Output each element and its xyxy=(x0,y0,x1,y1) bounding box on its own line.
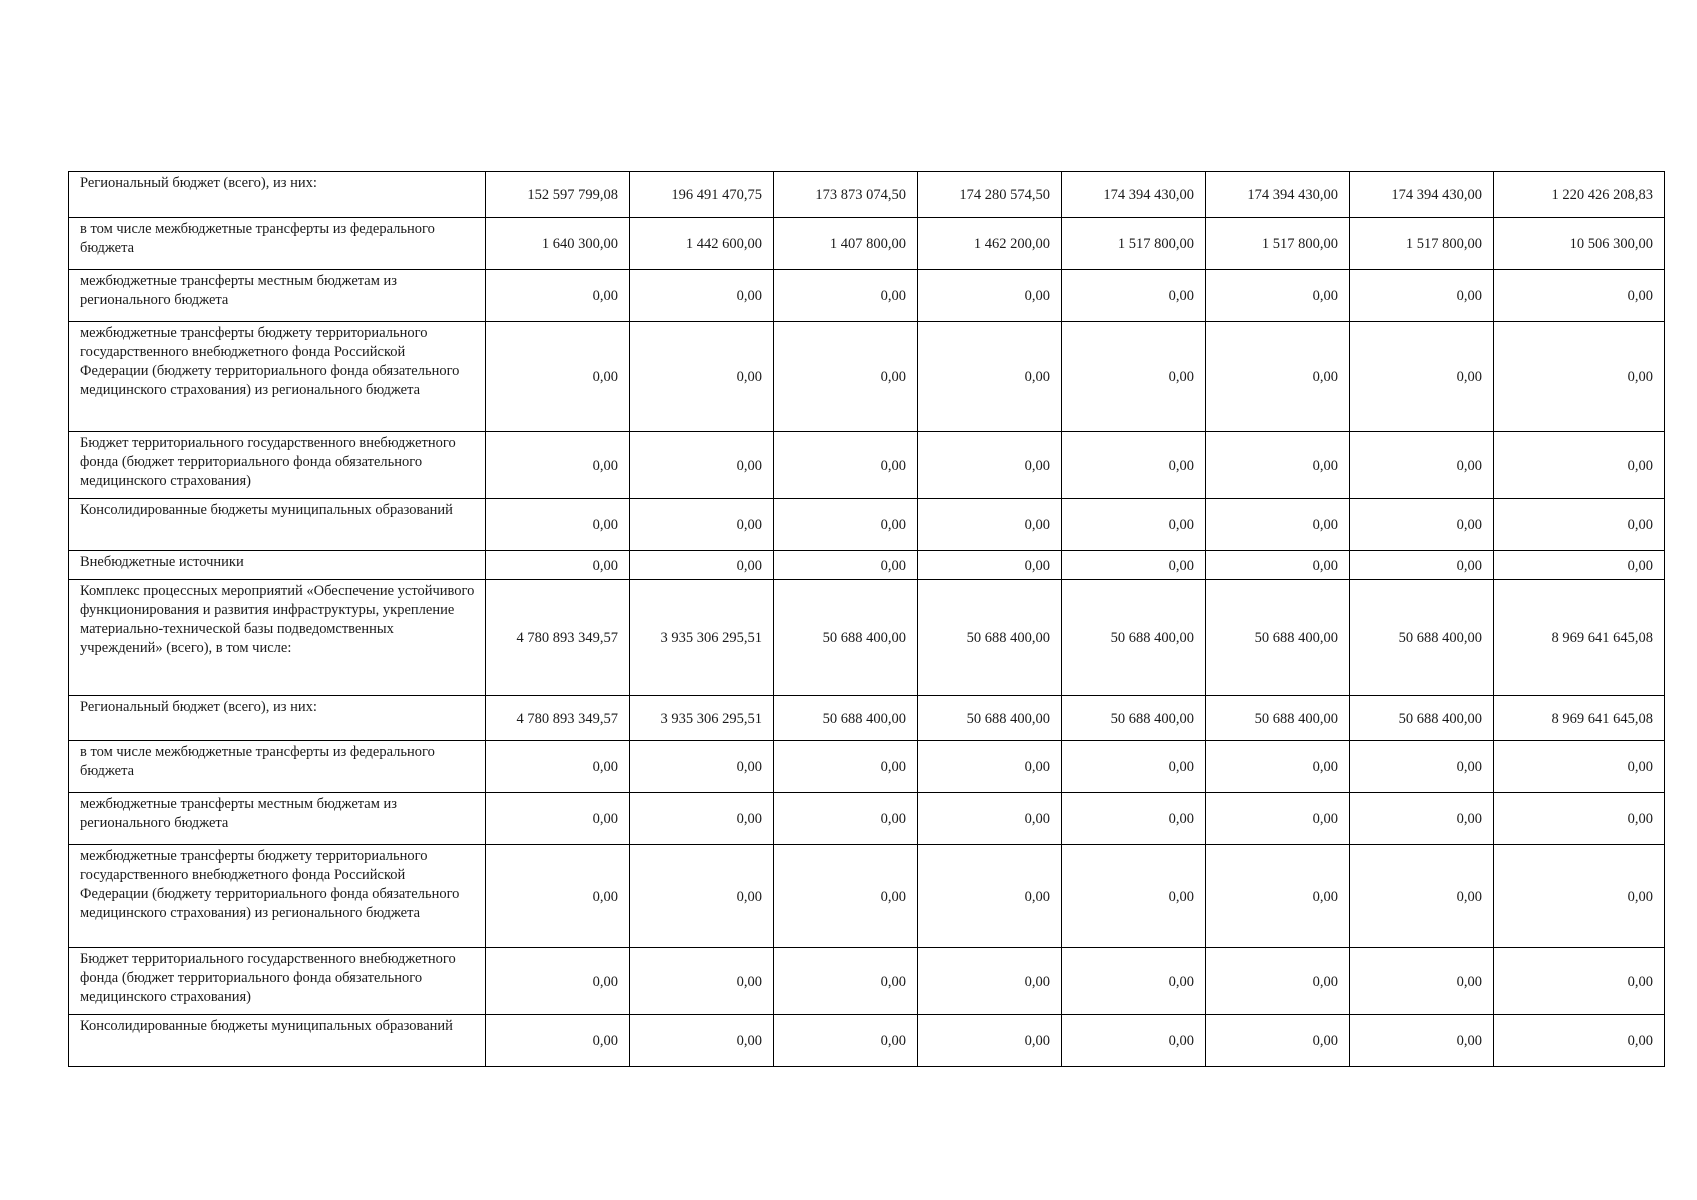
budget-table-body xyxy=(69,172,1665,1067)
value-cell: 0,00 xyxy=(486,1015,630,1067)
value-cell: 0,00 xyxy=(1494,432,1665,499)
value-cell: 0,00 xyxy=(630,499,774,551)
value-cell: 0,00 xyxy=(1062,432,1206,499)
value-cell: 0,00 xyxy=(1494,948,1665,1015)
value-cell: 1 517 800,00 xyxy=(1206,218,1350,270)
value-cell: 0,00 xyxy=(918,845,1062,948)
value-cell: 0,00 xyxy=(1206,499,1350,551)
table-row xyxy=(69,270,1665,322)
value-cell: 50 688 400,00 xyxy=(1350,580,1494,696)
value-cell: 0,00 xyxy=(1494,1015,1665,1067)
value-cell: 0,00 xyxy=(1206,322,1350,432)
value-cell: 0,00 xyxy=(1350,499,1494,551)
value-cell: 0,00 xyxy=(774,551,918,580)
value-cell: 0,00 xyxy=(1062,1015,1206,1067)
value-cell: 0,00 xyxy=(1062,322,1206,432)
value-cell: 0,00 xyxy=(1206,1015,1350,1067)
value-cell: 0,00 xyxy=(774,741,918,793)
value-cell: 0,00 xyxy=(1206,551,1350,580)
value-cell: 0,00 xyxy=(630,551,774,580)
value-cell: 0,00 xyxy=(486,551,630,580)
value-cell: 0,00 xyxy=(1062,845,1206,948)
value-cell: 50 688 400,00 xyxy=(774,696,918,741)
value-cell: 0,00 xyxy=(1062,948,1206,1015)
value-cell: 0,00 xyxy=(1350,1015,1494,1067)
row-label: в том числе межбюджетные трансферты из федерального бюджета xyxy=(69,218,486,270)
row-label: Региональный бюджет (всего), из них: xyxy=(69,172,486,218)
value-cell: 0,00 xyxy=(1350,322,1494,432)
row-label: в том числе межбюджетные трансферты из федерального бюджета xyxy=(69,741,486,793)
value-cell: 0,00 xyxy=(1350,793,1494,845)
row-label: Бюджет территориального государственного внебюджетного фонда (бюджет территориального фонда обязательного медицинского страхования) xyxy=(69,432,486,499)
value-cell: 0,00 xyxy=(486,432,630,499)
value-cell: 0,00 xyxy=(918,1015,1062,1067)
value-cell: 0,00 xyxy=(1206,432,1350,499)
value-cell: 0,00 xyxy=(486,948,630,1015)
value-cell: 0,00 xyxy=(486,741,630,793)
value-cell: 0,00 xyxy=(1494,270,1665,322)
value-cell: 0,00 xyxy=(1350,270,1494,322)
row-label: межбюджетные трансферты бюджету территориального государственного внебюджетного фонда Российской Федерации (бюджету территориального фонда обязательного медицинского страхования) из регионального бюджета xyxy=(69,845,486,948)
value-cell: 0,00 xyxy=(630,793,774,845)
table-row xyxy=(69,322,1665,432)
value-cell: 1 640 300,00 xyxy=(486,218,630,270)
value-cell: 0,00 xyxy=(774,432,918,499)
value-cell: 8 969 641 645,08 xyxy=(1494,696,1665,741)
value-cell: 0,00 xyxy=(486,845,630,948)
value-cell: 0,00 xyxy=(774,948,918,1015)
table-row xyxy=(69,741,1665,793)
value-cell: 0,00 xyxy=(1350,551,1494,580)
row-label: Консолидированные бюджеты муниципальных образований xyxy=(69,1015,486,1067)
row-label: Консолидированные бюджеты муниципальных образований xyxy=(69,499,486,551)
value-cell: 0,00 xyxy=(1494,741,1665,793)
value-cell: 0,00 xyxy=(918,551,1062,580)
value-cell: 3 935 306 295,51 xyxy=(630,696,774,741)
value-cell: 0,00 xyxy=(918,270,1062,322)
value-cell: 0,00 xyxy=(1350,741,1494,793)
value-cell: 0,00 xyxy=(630,1015,774,1067)
value-cell: 0,00 xyxy=(918,948,1062,1015)
table-row xyxy=(69,948,1665,1015)
table-row xyxy=(69,551,1665,580)
value-cell: 0,00 xyxy=(774,1015,918,1067)
value-cell: 0,00 xyxy=(630,270,774,322)
value-cell: 0,00 xyxy=(1494,845,1665,948)
value-cell: 0,00 xyxy=(918,432,1062,499)
value-cell: 0,00 xyxy=(1350,948,1494,1015)
value-cell: 1 407 800,00 xyxy=(774,218,918,270)
value-cell: 1 220 426 208,83 xyxy=(1494,172,1665,218)
value-cell: 0,00 xyxy=(630,845,774,948)
row-label: Комплекс процессных мероприятий «Обеспечение устойчивого функционирования и развития инфраструктуры, укрепление материально-технической базы подведомственных учреждений» (всего), в том числе: xyxy=(69,580,486,696)
value-cell: 0,00 xyxy=(1062,741,1206,793)
value-cell: 8 969 641 645,08 xyxy=(1494,580,1665,696)
value-cell: 0,00 xyxy=(1062,270,1206,322)
row-label: Бюджет территориального государственного внебюджетного фонда (бюджет территориального фонда обязательного медицинского страхования) xyxy=(69,948,486,1015)
row-label: Региональный бюджет (всего), из них: xyxy=(69,696,486,741)
value-cell: 0,00 xyxy=(630,948,774,1015)
value-cell: 50 688 400,00 xyxy=(918,580,1062,696)
table-row xyxy=(69,172,1665,218)
value-cell: 1 517 800,00 xyxy=(1350,218,1494,270)
value-cell: 0,00 xyxy=(1206,845,1350,948)
value-cell: 1 517 800,00 xyxy=(1062,218,1206,270)
value-cell: 0,00 xyxy=(1206,948,1350,1015)
table-row xyxy=(69,696,1665,741)
value-cell: 0,00 xyxy=(918,322,1062,432)
value-cell: 0,00 xyxy=(1494,793,1665,845)
value-cell: 0,00 xyxy=(774,270,918,322)
value-cell: 0,00 xyxy=(1206,793,1350,845)
value-cell: 0,00 xyxy=(774,845,918,948)
value-cell: 0,00 xyxy=(1494,322,1665,432)
budget-table xyxy=(68,171,1665,1067)
value-cell: 0,00 xyxy=(1206,270,1350,322)
value-cell: 174 394 430,00 xyxy=(1206,172,1350,218)
value-cell: 0,00 xyxy=(1494,499,1665,551)
value-cell: 4 780 893 349,57 xyxy=(486,696,630,741)
table-row xyxy=(69,793,1665,845)
value-cell: 0,00 xyxy=(918,793,1062,845)
value-cell: 0,00 xyxy=(1062,551,1206,580)
value-cell: 0,00 xyxy=(630,322,774,432)
value-cell: 0,00 xyxy=(486,322,630,432)
value-cell: 0,00 xyxy=(1350,845,1494,948)
value-cell: 0,00 xyxy=(1350,432,1494,499)
value-cell: 4 780 893 349,57 xyxy=(486,580,630,696)
value-cell: 0,00 xyxy=(918,741,1062,793)
value-cell: 174 394 430,00 xyxy=(1350,172,1494,218)
value-cell: 0,00 xyxy=(486,793,630,845)
value-cell: 152 597 799,08 xyxy=(486,172,630,218)
value-cell: 50 688 400,00 xyxy=(774,580,918,696)
row-label: Внебюджетные источники xyxy=(69,551,486,580)
value-cell: 3 935 306 295,51 xyxy=(630,580,774,696)
row-label: межбюджетные трансферты бюджету территориального государственного внебюджетного фонда Российской Федерации (бюджету территориального фонда обязательного медицинского страхования) из регионального бюджета xyxy=(69,322,486,432)
value-cell: 50 688 400,00 xyxy=(1206,580,1350,696)
value-cell: 0,00 xyxy=(1206,741,1350,793)
value-cell: 0,00 xyxy=(486,499,630,551)
row-label: межбюджетные трансферты местным бюджетам из регионального бюджета xyxy=(69,793,486,845)
table-row xyxy=(69,580,1665,696)
value-cell: 174 280 574,50 xyxy=(918,172,1062,218)
value-cell: 0,00 xyxy=(918,499,1062,551)
value-cell: 0,00 xyxy=(774,322,918,432)
table-row xyxy=(69,218,1665,270)
value-cell: 0,00 xyxy=(1494,551,1665,580)
value-cell: 0,00 xyxy=(630,432,774,499)
value-cell: 50 688 400,00 xyxy=(1062,580,1206,696)
table-row xyxy=(69,499,1665,551)
value-cell: 50 688 400,00 xyxy=(1206,696,1350,741)
value-cell: 0,00 xyxy=(1062,793,1206,845)
value-cell: 50 688 400,00 xyxy=(1350,696,1494,741)
value-cell: 0,00 xyxy=(486,270,630,322)
value-cell: 173 873 074,50 xyxy=(774,172,918,218)
value-cell: 0,00 xyxy=(1062,499,1206,551)
value-cell: 10 506 300,00 xyxy=(1494,218,1665,270)
value-cell: 50 688 400,00 xyxy=(1062,696,1206,741)
table-row xyxy=(69,432,1665,499)
table-row xyxy=(69,1015,1665,1067)
value-cell: 0,00 xyxy=(774,499,918,551)
row-label: межбюджетные трансферты местным бюджетам из регионального бюджета xyxy=(69,270,486,322)
value-cell: 196 491 470,75 xyxy=(630,172,774,218)
value-cell: 1 442 600,00 xyxy=(630,218,774,270)
value-cell: 174 394 430,00 xyxy=(1062,172,1206,218)
value-cell: 0,00 xyxy=(774,793,918,845)
value-cell: 1 462 200,00 xyxy=(918,218,1062,270)
value-cell: 0,00 xyxy=(630,741,774,793)
value-cell: 50 688 400,00 xyxy=(918,696,1062,741)
table-row xyxy=(69,845,1665,948)
